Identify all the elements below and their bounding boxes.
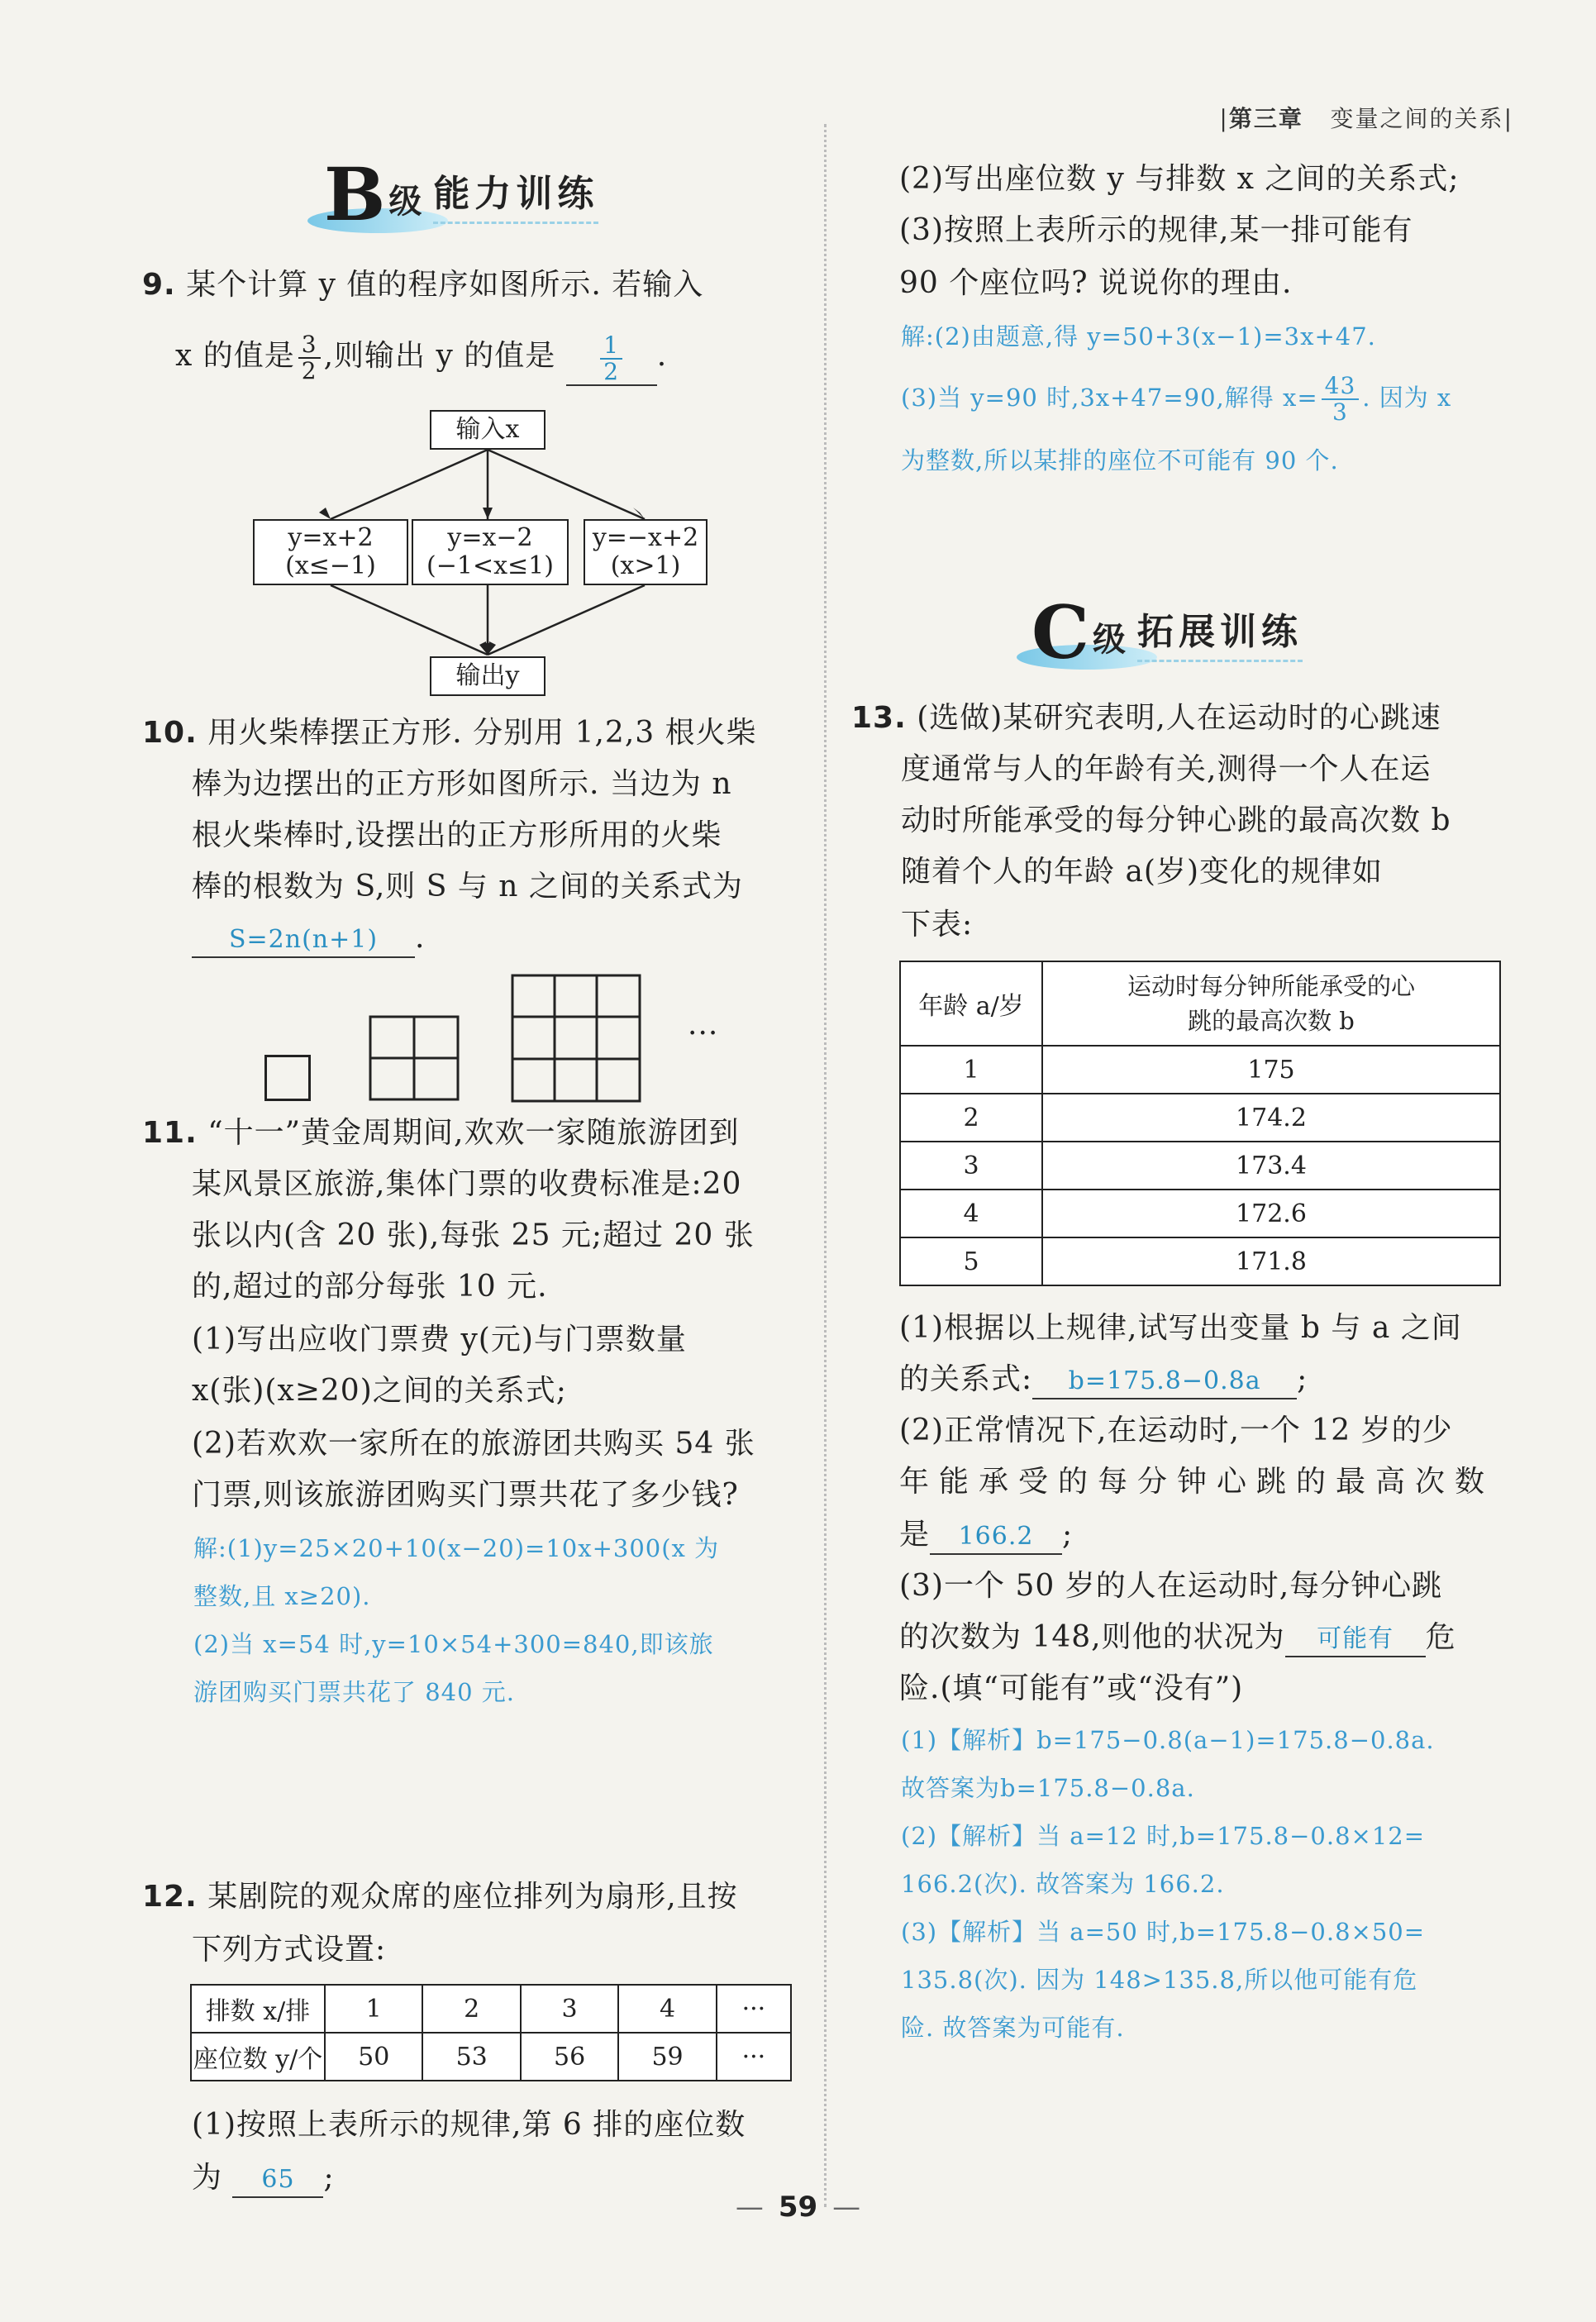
q13-cell: 4 xyxy=(900,1190,1042,1237)
q13-text3: 动时所能承受的每分钟心跳的最高次数 b xyxy=(901,803,1451,837)
q10-text1: 用火柴棒摆正方形. 分别用 1,2,3 根火柴 xyxy=(207,716,757,750)
section-c-letter: C xyxy=(1031,589,1090,675)
q11-line1 xyxy=(142,1108,740,1159)
q12-part3-text1: (3)按照上表所示的规律,某一排可能有 xyxy=(899,213,1413,247)
q12-cell: ··· xyxy=(717,1985,791,2033)
q13-solution3: (2)【解析】当 a=12 时,b=175.8−0.8×12= xyxy=(901,1822,1426,1850)
section-b-title xyxy=(324,151,599,237)
q9-ans-den: 2 xyxy=(603,358,620,385)
q12-cell: 56 xyxy=(521,2033,618,2081)
q13-cell: 1 xyxy=(900,1046,1042,1094)
flow-b2-formula: y=x−2 xyxy=(447,523,533,552)
q12-cell: 50 xyxy=(325,2033,422,2081)
q12-part1-text: (1)按照上表所示的规律,第 6 排的座位数 xyxy=(192,2108,746,2142)
q12-sol2-b: . 因为 x xyxy=(1362,384,1452,412)
q11-text6: x(张)(x≥20)之间的关系式; xyxy=(192,1374,567,1408)
q10-text2: 棒为边摆出的正方形如图所示. 当边为 n xyxy=(192,767,732,801)
q13-solution4: 166.2(次). 故答案为 166.2. xyxy=(901,1870,1225,1898)
q13-header-rate-l1: 运动时每分钟所能承受的心 xyxy=(1127,972,1415,1000)
q13-part2-text2: 年能承受的每分钟心跳的最高次数 xyxy=(899,1465,1495,1499)
flow-b1-formula: y=x+2 xyxy=(288,523,374,552)
q9-text1: 某个计算 y 值的程序如图所示. 若输入 xyxy=(186,268,704,302)
chapter-title: 变量之间的关系 xyxy=(1330,105,1504,132)
q10-answer: S=2n(n+1) xyxy=(192,923,415,958)
q13-part3-answer: 可能有 xyxy=(1285,1623,1426,1657)
q11-solution3: (2)当 x=54 时,y=10×54+300=840,即该旅 xyxy=(193,1630,714,1658)
q12-number: 12. xyxy=(142,1880,198,1914)
q13-cell: 175 xyxy=(1042,1046,1500,1094)
q13-solution1: (1)【解析】b=175−0.8(a−1)=175.8−0.8a. xyxy=(901,1726,1435,1754)
q12-sol-frac-den: 3 xyxy=(1332,398,1348,426)
q9-text2b: ,则输出 y 的值是 xyxy=(323,339,556,373)
q13-text1: (选做)某研究表明,人在运动时的心跳速 xyxy=(917,701,1441,735)
q10-line1 xyxy=(142,708,757,759)
q13-cell: 3 xyxy=(900,1142,1042,1190)
q12-part2-text: (2)写出座位数 y 与排数 x 之间的关系式; xyxy=(899,162,1460,196)
square-side-2 xyxy=(369,1015,461,1103)
q13-part2-shi: 是 xyxy=(899,1518,931,1552)
q11-text8: 门票,则该旅游团购买门票共花了多少钱? xyxy=(192,1478,739,1512)
q12-solution3: 为整数,所以某排的座位不可能有 90 个. xyxy=(901,446,1339,474)
q13-text4: 随着个人的年龄 a(岁)变化的规律如 xyxy=(901,855,1383,889)
q12-solution1: 解:(2)由题意,得 y=50+3(x−1)=3x+47. xyxy=(901,322,1376,350)
flow-input-box: 输入x xyxy=(430,410,545,450)
q9-text2a: x 的值是 xyxy=(175,339,295,373)
q9-end: . xyxy=(656,339,668,373)
q12-cell: 59 xyxy=(618,2033,716,2081)
q12-cell: 4 xyxy=(618,1985,716,2033)
running-header: |第三章 变量之间的关系| xyxy=(1219,105,1513,132)
q13-header-row xyxy=(900,961,1500,1046)
page-dash-left: — xyxy=(735,2191,764,2224)
q12-cell: 排数 x/排 xyxy=(191,1985,325,2033)
table-row xyxy=(900,1094,1500,1142)
q13-part1-answer-line xyxy=(899,1354,1308,1405)
q13-text5: 下表: xyxy=(901,908,974,942)
q11-solution1: 解:(1)y=25×20+10(x−20)=10x+300(x 为 xyxy=(193,1534,720,1562)
q9-fraction xyxy=(298,332,321,384)
q11-text1: “十一”黄金周期间,欢欢一家随旅游团到 xyxy=(207,1116,740,1150)
section-c-name: 拓展训练 xyxy=(1137,602,1303,662)
flow-branch3-box xyxy=(584,519,707,585)
section-c-title xyxy=(1031,589,1303,675)
q13-part2-end: ; xyxy=(1062,1518,1074,1552)
q11-text7: (2)若欢欢一家所在的旅游团共购买 54 张 xyxy=(192,1427,755,1461)
q13-cell: 5 xyxy=(900,1237,1042,1285)
q9-ans-num: 1 xyxy=(600,333,622,360)
page-dash-right: — xyxy=(832,2191,861,2224)
q10-end: . xyxy=(415,921,426,955)
q12-sol2-a: (3)当 y=90 时,3x+47=90,解得 x= xyxy=(901,384,1318,412)
q12-cell: 座位数 y/个 xyxy=(191,2033,325,2081)
q11-text2: 某风景区旅游,集体门票的收费标准是:20 xyxy=(192,1167,742,1201)
section-c-ji: 级 xyxy=(1093,621,1127,659)
q13-solution2: 故答案为b=175.8−0.8a. xyxy=(901,1774,1195,1802)
squares-ellipsis: ··· xyxy=(688,1017,719,1051)
q12-cell: 3 xyxy=(521,1985,618,2033)
q13-part1-answer: b=175.8−0.8a xyxy=(1032,1365,1297,1399)
square-side-3 xyxy=(511,974,643,1104)
table-row xyxy=(900,1046,1500,1094)
q9-frac-den: 2 xyxy=(301,357,317,384)
q12-part1-wei: 为 xyxy=(192,2161,223,2195)
q12-part1-answer: 65 xyxy=(232,2163,323,2198)
q12-table xyxy=(190,1984,792,2081)
q12-solution2 xyxy=(901,374,1451,425)
q13-cell: 171.8 xyxy=(1042,1237,1500,1285)
q9-number: 9. xyxy=(142,268,176,302)
chapter-label: 第三章 xyxy=(1228,105,1303,132)
q12-cell: 2 xyxy=(422,1985,520,2033)
page-number-value: 59 xyxy=(778,2191,818,2224)
flow-b1-condition: (x≤−1) xyxy=(285,551,376,580)
flow-b3-condition: (x>1) xyxy=(610,551,681,580)
q13-part3-answer-line xyxy=(899,1612,1456,1663)
q13-cell: 174.2 xyxy=(1042,1094,1500,1142)
q12-line1 xyxy=(142,1871,738,1923)
q13-number: 13. xyxy=(851,701,907,735)
q11-number: 11. xyxy=(142,1116,198,1150)
column-divider xyxy=(824,124,828,2207)
q13-part2-answer: 166.2 xyxy=(930,1520,1062,1555)
q13-part1-label: 的关系式: xyxy=(899,1362,1033,1396)
q13-text2: 度通常与人的年龄有关,测得一个人在运 xyxy=(901,752,1432,786)
flow-b3-formula: y=−x+2 xyxy=(592,523,699,552)
section-b-name: 能力训练 xyxy=(433,164,598,224)
q11-text4: 的,超过的部分每张 10 元. xyxy=(192,1270,548,1304)
square-side-1 xyxy=(264,1055,311,1101)
q13-part3-label: 的次数为 148,则他的状况为 xyxy=(899,1620,1285,1654)
q13-solution5: (3)【解析】当 a=50 时,b=175.8−0.8×50= xyxy=(901,1918,1426,1946)
q13-part1-text: (1)根据以上规律,试写出变量 b 与 a 之间 xyxy=(899,1311,1462,1345)
q13-header-age: 年龄 a/岁 xyxy=(900,961,1042,1046)
q9-line1 xyxy=(142,260,703,311)
flow-branch2-box xyxy=(412,519,569,585)
q13-part2-text1: (2)正常情况下,在运动时,一个 12 岁的少 xyxy=(899,1414,1453,1447)
q12-text2: 下列方式设置: xyxy=(192,1933,387,1967)
q13-line1 xyxy=(851,693,1441,744)
q13-solution6: 135.8(次). 因为 148>135.8,所以他可能有危 xyxy=(901,1966,1418,1994)
q13-part3-text1: (3)一个 50 岁的人在运动时,每分钟心跳 xyxy=(899,1569,1443,1603)
q12-text1: 某剧院的观众席的座位排列为扇形,且按 xyxy=(207,1880,738,1914)
table-row xyxy=(900,1190,1500,1237)
q12-row-y xyxy=(191,2033,791,2081)
q10-text3: 根火柴棒时,设摆出的正方形所用的火柴 xyxy=(192,818,722,852)
table-row xyxy=(900,1142,1500,1190)
q10-number: 10. xyxy=(142,716,198,750)
q12-part3-text2: 90 个座位吗? 说说你的理由. xyxy=(899,266,1293,300)
flow-output-box: 输出y xyxy=(430,656,545,696)
section-b-ji: 级 xyxy=(388,183,422,221)
table-row xyxy=(900,1237,1500,1285)
q13-header-rate-l2: 跳的最高次数 b xyxy=(1188,1007,1355,1035)
q12-part1-end: ; xyxy=(323,2161,335,2195)
q9-answer-blank xyxy=(566,333,657,386)
flow-branch1-box xyxy=(253,519,408,585)
q11-text3: 张以内(含 20 张),每张 25 元;超过 20 张 xyxy=(192,1218,755,1252)
q13-cell: 172.6 xyxy=(1042,1190,1500,1237)
q13-part1-end: ; xyxy=(1297,1362,1308,1396)
q11-solution4: 游团购买门票共花了 840 元. xyxy=(193,1678,516,1706)
flow-b2-condition: (−1<x≤1) xyxy=(426,551,554,580)
q12-row-x xyxy=(191,1985,791,2033)
page-number xyxy=(0,2191,1596,2224)
q11-text5: (1)写出应收门票费 y(元)与门票数量 xyxy=(192,1323,687,1356)
q13-part2-answer-line xyxy=(899,1509,1073,1561)
section-b-letter: B xyxy=(324,151,386,237)
q12-cell: 1 xyxy=(325,1985,422,2033)
q9-answer xyxy=(600,333,622,384)
q13-solution7: 险. 故答案为可能有. xyxy=(901,2014,1125,2042)
q13-part3-end: 危 xyxy=(1425,1620,1456,1654)
q10-text4: 棒的根数为 S,则 S 与 n 之间的关系式为 xyxy=(192,870,743,904)
q12-cell: 53 xyxy=(422,2033,520,2081)
q10-line5 xyxy=(192,913,425,964)
q12-sol-frac-num: 43 xyxy=(1322,374,1360,400)
q9-frac-num: 3 xyxy=(298,332,321,359)
q13-part3-text2: 险.(填“可能有”或“没有”) xyxy=(899,1671,1244,1705)
q9-line2 xyxy=(175,331,667,386)
q13-table xyxy=(899,961,1501,1286)
q12-cell: ··· xyxy=(717,2033,791,2081)
q13-header-rate xyxy=(1042,961,1500,1046)
q13-cell: 173.4 xyxy=(1042,1142,1500,1190)
q12-sol-fraction xyxy=(1322,374,1360,425)
q11-solution2: 整数,且 x≥20). xyxy=(193,1582,371,1610)
q13-cell: 2 xyxy=(900,1094,1042,1142)
